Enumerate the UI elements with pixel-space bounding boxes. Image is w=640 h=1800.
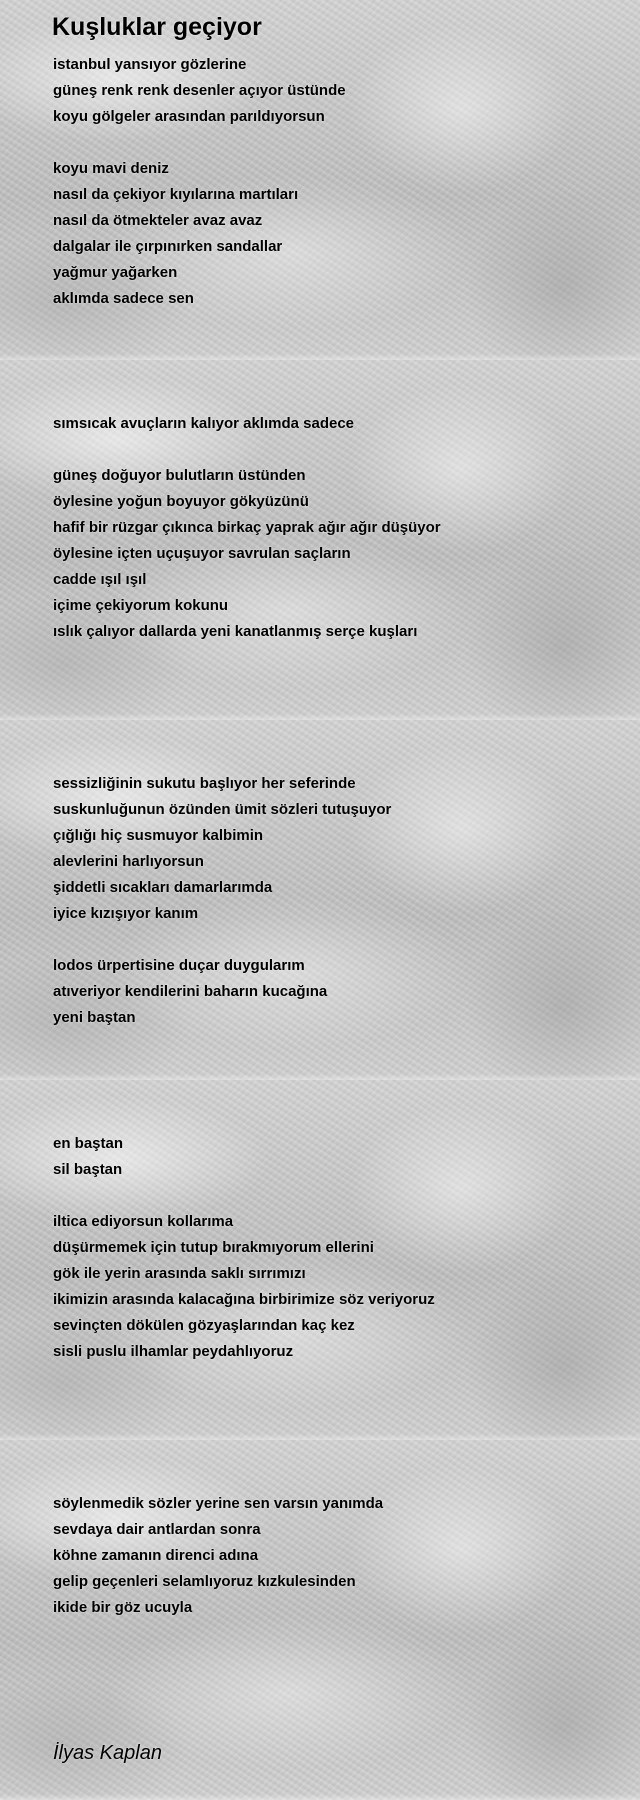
poem-line: sil baştan — [53, 1161, 123, 1178]
poem-author: İlyas Kaplan — [53, 1742, 162, 1764]
poem-line: koyu mavi deniz — [53, 160, 169, 177]
poem-line: güneş renk renk desenler açıyor üstünde — [53, 82, 346, 99]
poem-line: gelip geçenleri selamlıyoruz kızkulesinden — [53, 1573, 356, 1590]
poem-line: köhne zamanın direnci adına — [53, 1547, 259, 1564]
poem-line: içime çekiyorum kokunu — [53, 597, 229, 614]
poem-line: yeni baştan — [53, 1009, 136, 1026]
poem-line: dalgalar ile çırpınırken sandallar — [53, 238, 283, 255]
poem-line: en baştan — [53, 1135, 124, 1152]
poem-line: ikide bir göz ucuyla — [53, 1599, 193, 1616]
poem-line: sımsıcak avuçların kalıyor aklımda sadece — [53, 415, 355, 432]
stanza-4 — [53, 463, 441, 645]
poem-line: düşürmemek için tutup bırakmıyorum ellerini — [53, 1239, 374, 1256]
poem-line: öylesine yoğun boyuyor gökyüzünü — [53, 493, 309, 510]
poem-line: çığlığı hiç susmuyor kalbimin — [53, 827, 264, 844]
poem-line: koyu gölgeler arasından parıldıyorsun — [53, 108, 325, 125]
poem-line: söylenmedik sözler yerine sen varsın yanımda — [53, 1495, 384, 1512]
poem-title: Kuşluklar geçiyor — [52, 13, 262, 41]
poem-line: ıslık çalıyor dallarda yeni kanatlanmış serçe kuşları — [53, 623, 418, 640]
poem-line: ikimizin arasında kalacağına birbirimize söz veriyoruz — [53, 1291, 435, 1308]
poem-line: sevinçten dökülen gözyaşlarından kaç kez — [53, 1317, 355, 1334]
stanza-8 — [53, 1209, 435, 1365]
poem-line: gök ile yerin arasında saklı sırrımızı — [53, 1265, 306, 1282]
poem-line: sessizliğinin sukutu başlıyor her seferinde — [53, 775, 356, 792]
poem-line: cadde ışıl ışıl — [53, 571, 147, 588]
poem-line: hafif bir rüzgar çıkınca birkaç yaprak ağır ağır düşüyor — [53, 519, 441, 536]
poem-line: sevdaya dair antlardan sonra — [53, 1521, 261, 1538]
stanza-2 — [53, 156, 298, 312]
poem-line: güneş doğuyor bulutların üstünden — [53, 467, 306, 484]
poem-line: nasıl da çekiyor kıyılarına martıları — [53, 186, 299, 203]
stanza-6 — [53, 953, 327, 1031]
poem-line: sisli puslu ilhamlar peydahlıyoruz — [53, 1343, 294, 1360]
poem-line: şiddetli sıcakları damarlarımda — [53, 879, 273, 896]
poem-line: alevlerini harlıyorsun — [53, 853, 204, 870]
poem-line: suskunluğunun özünden ümit sözleri tutuşuyor — [53, 801, 392, 818]
stanza-7 — [53, 1131, 123, 1183]
poem-line: aklımda sadece sen — [53, 290, 194, 307]
poem-line: iltica ediyorsun kollarıma — [53, 1213, 234, 1230]
poem-line: istanbul yansıyor gözlerine — [53, 56, 247, 73]
poem-line: nasıl da ötmekteler avaz avaz — [53, 212, 263, 229]
poem-line: lodos ürpertisine duçar duygularım — [53, 957, 305, 974]
stanza-1 — [53, 52, 346, 130]
stanza-9 — [53, 1491, 383, 1621]
poem-line: öylesine içten uçuşuyor savrulan saçların — [53, 545, 351, 562]
poem-line: yağmur yağarken — [53, 264, 178, 281]
poem-line: iyice kızışıyor kanım — [53, 905, 199, 922]
stanza-5 — [53, 771, 391, 927]
stanza-3 — [53, 411, 354, 437]
poem-line: atıveriyor kendilerini baharın kucağına — [53, 983, 328, 1000]
